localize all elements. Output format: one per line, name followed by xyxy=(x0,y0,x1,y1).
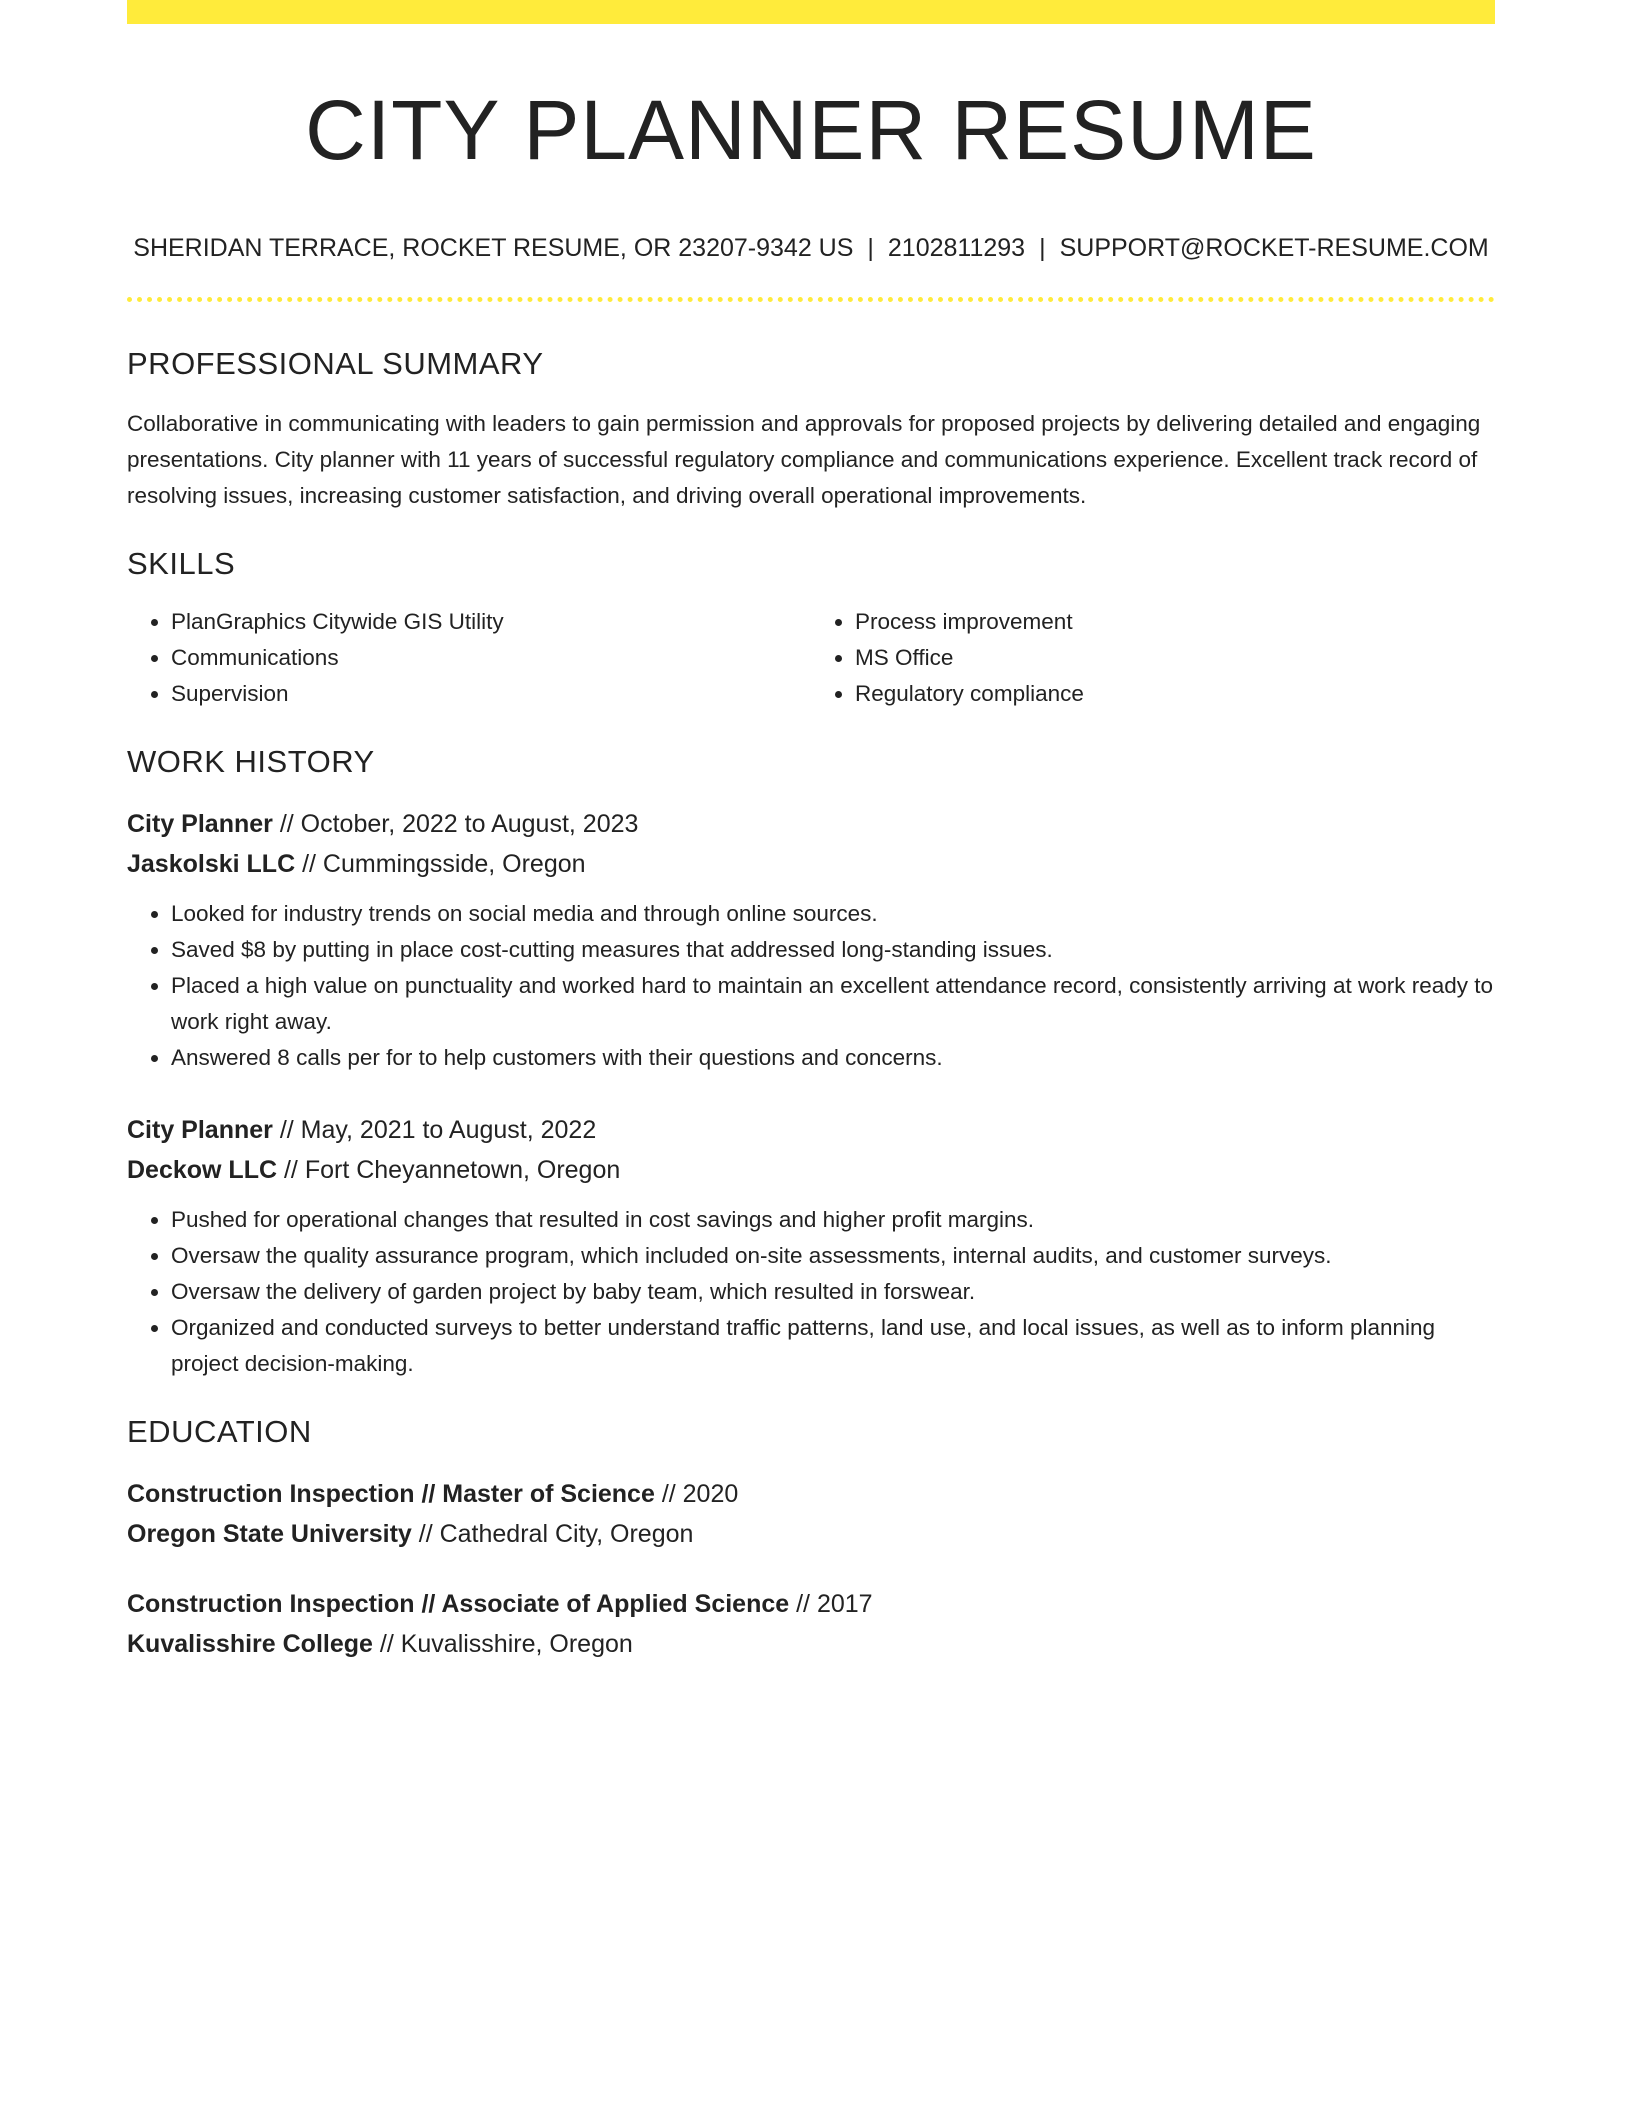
job-bullet: • Answered 8 calls per for to help customers with their questions and concerns. xyxy=(171,1040,1495,1076)
skills-list xyxy=(127,604,1495,712)
job-bullet: • Oversaw the quality assurance program, which included on-site assessments, internal audits, and customer surveys. xyxy=(171,1238,1495,1274)
top-accent-bar xyxy=(127,0,1495,24)
job-title: City Planner xyxy=(127,1116,273,1145)
job-title: City Planner xyxy=(127,810,273,839)
skill-item: • MS Office xyxy=(855,640,1495,676)
contact-address: SHERIDAN TERRACE, ROCKET RESUME, OR 23207-9342 US xyxy=(133,234,854,263)
edu-degree-line xyxy=(127,1474,1495,1514)
skills-column-right xyxy=(811,604,1495,712)
contact-line xyxy=(127,234,1495,263)
skills-column-left xyxy=(127,604,811,712)
contact-separator: | xyxy=(867,234,874,263)
job-location: // Fort Cheyannetown, Oregon xyxy=(277,1156,621,1185)
job-location: // Cummingsside, Oregon xyxy=(295,850,586,879)
contact-email: SUPPORT@ROCKET-RESUME.COM xyxy=(1059,234,1489,263)
job-bullets xyxy=(127,1202,1495,1382)
skill-item: • Regulatory compliance xyxy=(855,676,1495,712)
skill-item: • PlanGraphics Citywide GIS Utility xyxy=(171,604,811,640)
resume-title: CITY PLANNER RESUME xyxy=(305,83,1317,177)
dotted-divider xyxy=(127,297,1495,302)
job-dates: // October, 2022 to August, 2023 xyxy=(272,810,639,839)
summary-text: Collaborative in communicating with leaders to gain permission and approvals for proposed projects by delivering detailed and engaging presentations. City planner with 11 years of successful regulatory compliance and communications experience. Excellent track record of resolving issues, increasing customer satisfaction, and driving overall operational improvements. xyxy=(127,411,1481,509)
job-entry xyxy=(127,804,1495,1076)
job-bullet: • Pushed for operational changes that resulted in cost savings and higher profit margins. xyxy=(171,1202,1495,1238)
education-entry xyxy=(127,1474,1495,1554)
job-entry xyxy=(127,1110,1495,1382)
job-company: Jaskolski LLC xyxy=(127,850,296,879)
job-bullet: • Looked for industry trends on social media and through online sources. xyxy=(171,896,1495,932)
job-title-line xyxy=(127,1110,1495,1150)
edu-degree: Construction Inspection // Master of Science xyxy=(127,1480,655,1509)
edu-degree: Construction Inspection // Associate of Applied Science xyxy=(127,1590,790,1619)
education-entry xyxy=(127,1584,1495,1664)
job-company-line xyxy=(127,1150,1495,1190)
job-company: Deckow LLC xyxy=(127,1156,278,1185)
summary-heading: PROFESSIONAL SUMMARY xyxy=(127,346,544,382)
job-dates: // May, 2021 to August, 2022 xyxy=(272,1116,597,1145)
edu-school-line xyxy=(127,1514,1495,1554)
edu-year: // 2017 xyxy=(789,1590,873,1619)
work-history-heading: WORK HISTORY xyxy=(127,744,375,780)
job-bullet: • Saved $8 by putting in place cost-cutting measures that addressed long-standing issues. xyxy=(171,932,1495,968)
job-bullets xyxy=(127,896,1495,1076)
job-company-line xyxy=(127,844,1495,884)
skill-item: • Communications xyxy=(171,640,811,676)
contact-separator: | xyxy=(1039,234,1046,263)
job-bullet: • Oversaw the delivery of garden project by baby team, which resulted in forswear. xyxy=(171,1274,1495,1310)
education-heading: EDUCATION xyxy=(127,1414,312,1450)
job-bullet: • Organized and conducted surveys to better understand traffic patterns, land use, and local issues, as well as to inform planning project decision-making. xyxy=(171,1310,1495,1382)
edu-school-line xyxy=(127,1624,1495,1664)
edu-degree-line xyxy=(127,1584,1495,1624)
skill-item: • Supervision xyxy=(171,676,811,712)
edu-year: // 2020 xyxy=(654,1480,739,1509)
contact-phone: 2102811293 xyxy=(887,234,1026,263)
job-bullet: • Placed a high value on punctuality and worked hard to maintain an excellent attendance record, consistently arriving at work ready to work right away. xyxy=(171,968,1495,1040)
skills-heading: SKILLS xyxy=(127,546,236,582)
resume-page xyxy=(127,0,1495,1664)
skill-item: • Process improvement xyxy=(855,604,1495,640)
edu-location: // Kuvalisshire, Oregon xyxy=(372,1630,633,1659)
edu-school: Kuvalisshire College xyxy=(127,1630,373,1659)
edu-school: Oregon State University xyxy=(127,1520,412,1549)
job-title-line xyxy=(127,804,1495,844)
edu-location: // Cathedral City, Oregon xyxy=(411,1520,694,1549)
